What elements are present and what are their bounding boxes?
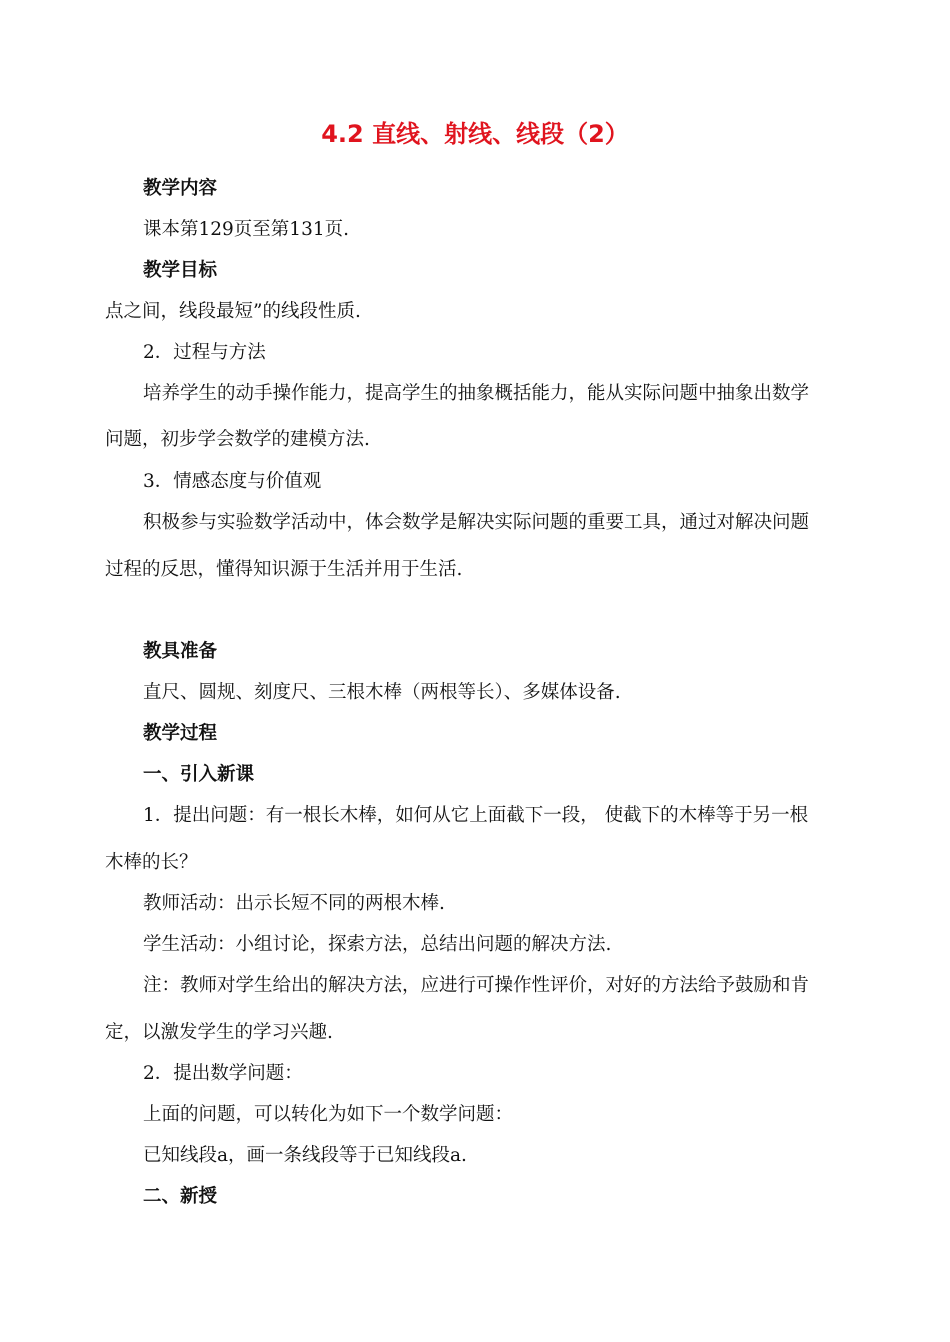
- paragraph-line: 课本第129页至第131页.: [143, 219, 350, 240]
- paragraph-line: 2．提出数学问题：: [143, 1063, 303, 1084]
- paragraph-line: 已知线段a，画一条线段等于已知线段a.: [143, 1145, 467, 1166]
- heading-teaching-goals: 教学目标: [143, 260, 218, 281]
- paragraph-line: 点之间，线段最短”的线段性质.: [105, 301, 361, 322]
- heading-teaching-content: 教学内容: [143, 178, 218, 199]
- subheading-attitude-values: 3．情感态度与价值观: [143, 471, 322, 492]
- paragraph-line: 过程的反思，懂得知识源于生活并用于生活.: [105, 559, 463, 580]
- heading-new-lesson: 二、新授: [143, 1186, 218, 1207]
- paragraph-line: 1．提出问题：有一根长木棒，如何从它上面截下一段， 使截下的木棒等于另一根: [143, 805, 809, 826]
- paragraph-line: 定，以激发学生的学习兴趣.: [105, 1022, 333, 1043]
- document-title: 4.2 直线、射线、线段（2）: [321, 120, 629, 148]
- paragraph-line: 上面的问题，可以转化为如下一个数学问题：: [143, 1104, 514, 1125]
- paragraph-line: 教师活动：出示长短不同的两根木棒.: [143, 893, 445, 914]
- heading-teaching-tools: 教具准备: [143, 641, 218, 662]
- paragraph-line: 木棒的长？: [105, 852, 198, 873]
- paragraph-line: 学生活动：小组讨论，探索方法，总结出问题的解决方法.: [143, 934, 612, 955]
- paragraph-line: 问题，初步学会数学的建模方法.: [105, 429, 370, 450]
- paragraph-line: 积极参与实验数学活动中，体会数学是解决实际问题的重要工具，通过对解决问题: [143, 512, 810, 533]
- heading-introduction: 一、引入新课: [143, 764, 255, 785]
- heading-teaching-process: 教学过程: [143, 723, 218, 744]
- paragraph-line: 注：教师对学生给出的解决方法，应进行可操作性评价，对好的方法给予鼓励和肯: [143, 975, 810, 996]
- paragraph-line: 直尺、圆规、刻度尺、三根木棒（两根等长）、多媒体设备.: [143, 682, 621, 703]
- subheading-process-method: 2．过程与方法: [143, 342, 266, 363]
- paragraph-line: 培养学生的动手操作能力，提高学生的抽象概括能力，能从实际问题中抽象出数学: [143, 383, 810, 404]
